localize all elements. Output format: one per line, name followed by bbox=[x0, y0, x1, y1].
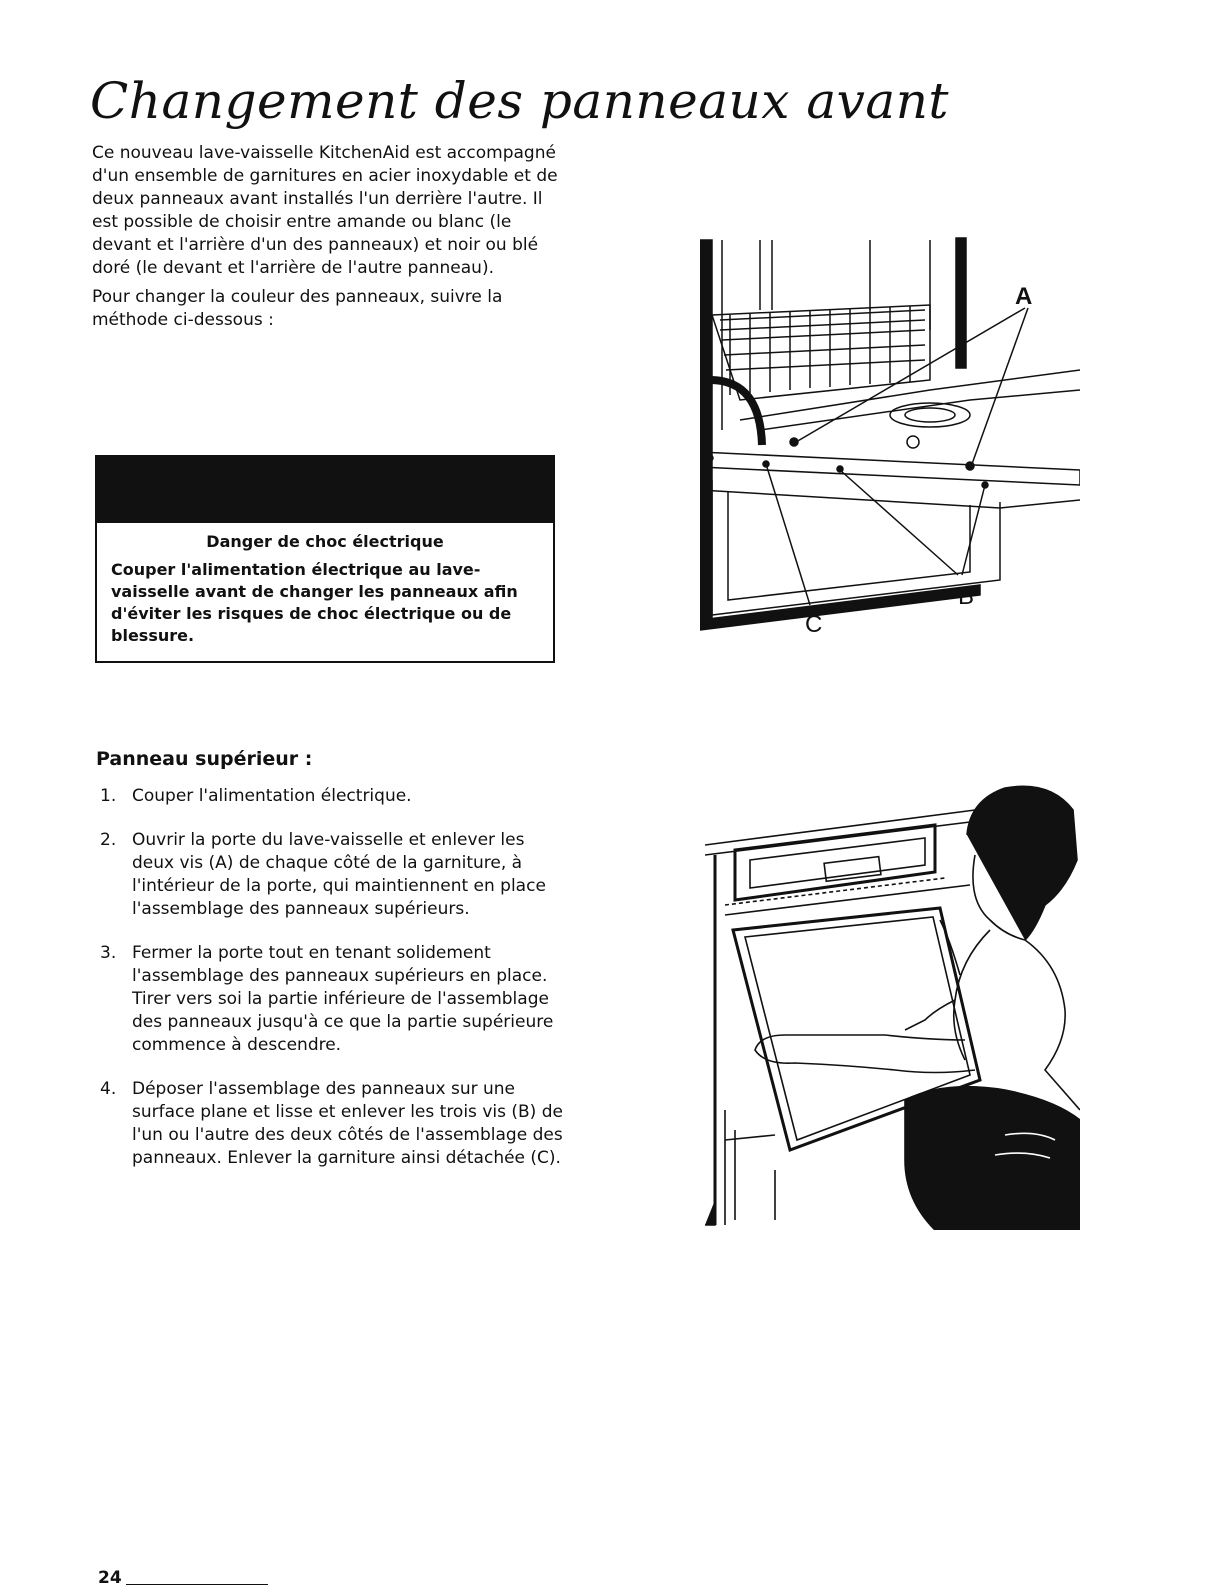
intro-paragraph: Pour changer la couleur des panneaux, suivre la méthode ci-dessous : bbox=[92, 287, 503, 330]
section-title: Panneau supérieur : bbox=[96, 748, 313, 770]
figure-door-trim-illustration bbox=[700, 230, 1080, 640]
step-number: 1. bbox=[100, 786, 117, 806]
step-item bbox=[96, 829, 566, 921]
page-number: 24 bbox=[98, 1568, 122, 1588]
step-text: Couper l'alimentation électrique. bbox=[132, 786, 412, 806]
footer-rule bbox=[126, 1584, 268, 1585]
figure-label-b: B bbox=[958, 583, 975, 610]
step-number: 3. bbox=[100, 943, 117, 963]
step-number: 4. bbox=[100, 1079, 117, 1099]
warning-box bbox=[95, 455, 555, 663]
intro-text bbox=[92, 142, 562, 338]
intro-paragraph: Ce nouveau lave-vaisselle KitchenAid est accompagné d'un ensemble de garnitures en acier inoxydable et de deux panneaux avant installés l'un derrière l'autre. Il est possible de choisir entre amande ou blanc (le devant et l'arrière d'un des panneaux) et noir ou blé doré (le devant et l'arrière de l'autre panneau). bbox=[92, 143, 558, 278]
step-item bbox=[96, 942, 566, 1057]
steps-list bbox=[96, 785, 566, 1191]
figure-panel-removal-illustration bbox=[705, 780, 1080, 1230]
step-text: Déposer l'assemblage des panneaux sur une surface plane et lisse et enlever les trois vis (B) de l'un ou l'autre des deux côtés de l'assemblage des panneaux. Enlever la garniture ainsi détachée (C). bbox=[132, 1079, 563, 1168]
figure-label-c: C bbox=[805, 611, 823, 638]
warning-text: Couper l'alimentation électrique au lave-vaisselle avant de changer les panneaux afin d'éviter les risques de choc électrique ou de blessure. bbox=[111, 560, 518, 645]
step-text: Fermer la porte tout en tenant solidement l'assemblage des panneaux supérieurs en place. Tirer vers soi la partie inférieure de l'assemblage des panneaux jusqu'à ce que la partie supérieure commence à descendre. bbox=[132, 943, 554, 1055]
figure-label-a: A bbox=[1015, 283, 1033, 310]
step-number: 2. bbox=[100, 830, 117, 850]
page-title: Changement des panneaux avant bbox=[90, 72, 949, 130]
step-item bbox=[96, 1078, 566, 1170]
warning-header-band bbox=[97, 457, 553, 523]
warning-heading: Danger de choc électrique bbox=[206, 532, 444, 551]
step-text: Ouvrir la porte du lave-vaisselle et enlever les deux vis (A) de chaque côté de la garniture, à l'intérieur de la porte, qui maintiennent en place l'assemblage des panneaux supérieurs. bbox=[132, 830, 546, 919]
step-item bbox=[96, 785, 566, 808]
warning-body bbox=[97, 523, 553, 647]
